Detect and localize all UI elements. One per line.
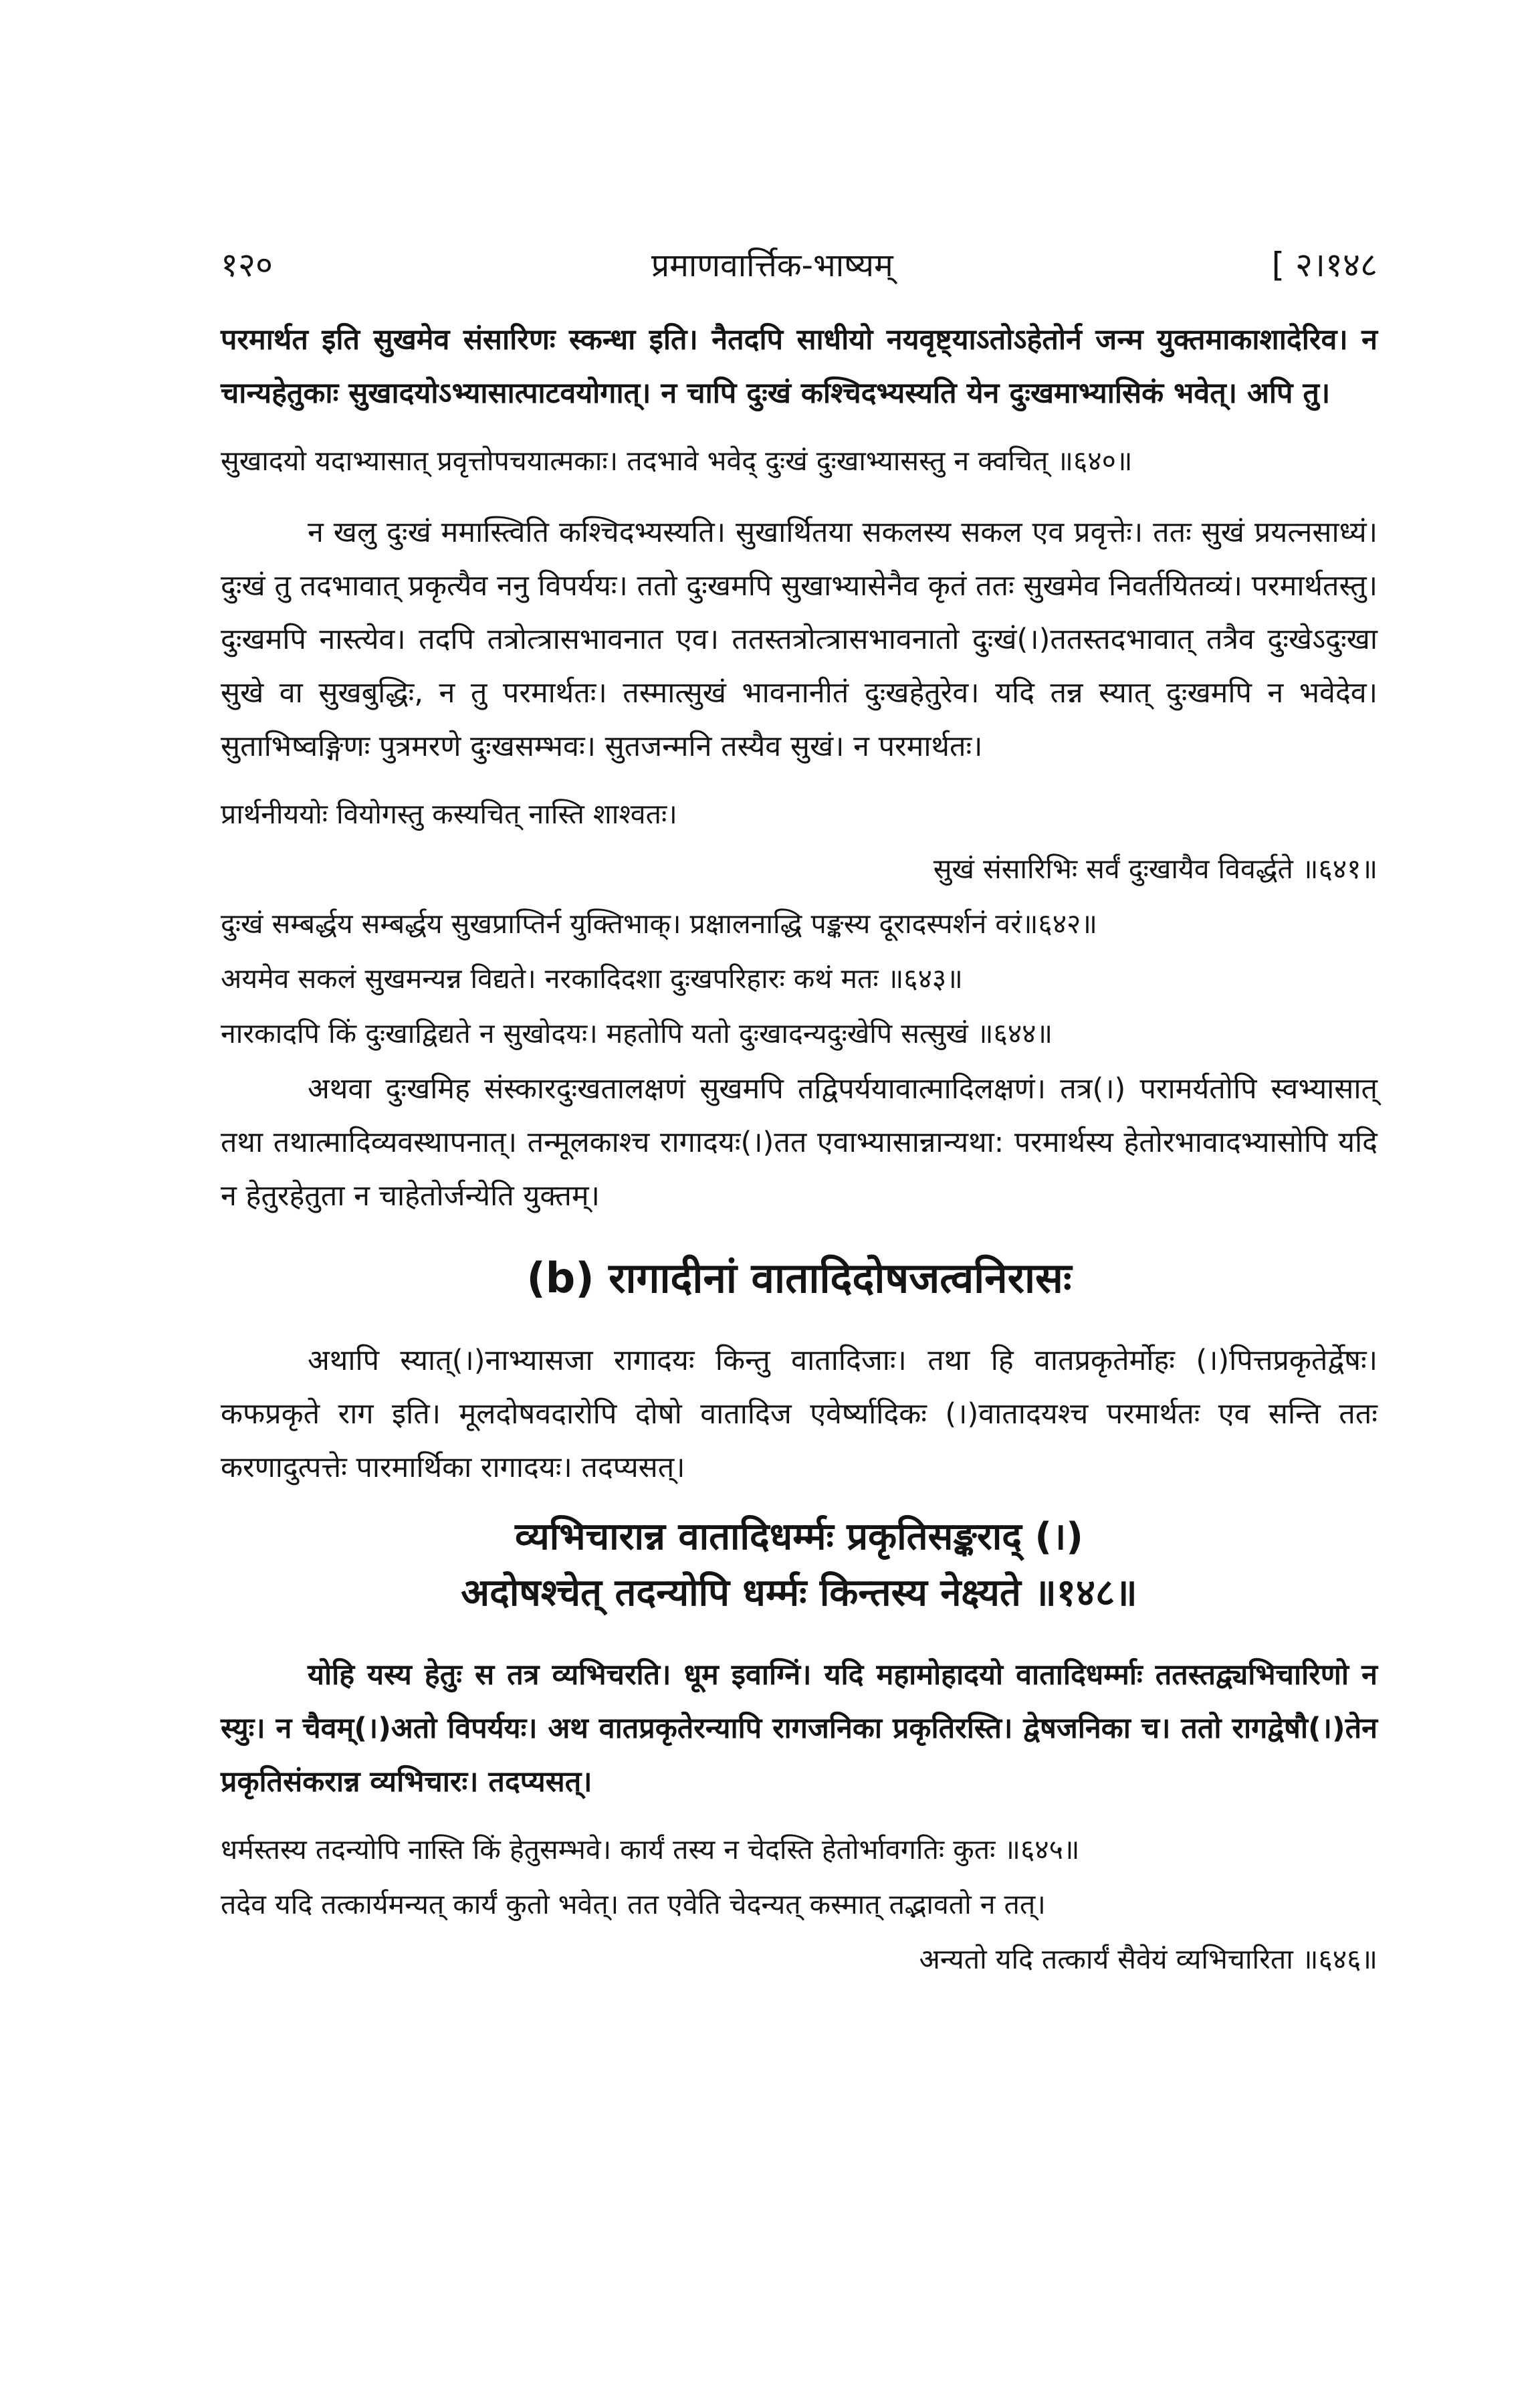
verse-646-line1: तदेव यदि तत्कार्यमन्यत् कार्यं कुतो भवेत्। तत एवेति चेदन्यत् कस्मात् तद्भावतो न तत्।: [221, 1888, 1046, 1920]
paragraph-commentary-644: अथवा दुःखमिह संस्कारदुःखतालक्षणं सुखमपि तद्विपर्ययावात्मादिलक्षणं। तत्र(।) परामर्यतोपि स्वभ्यासात् तथा तथात्मादिव्यवस्थापनात्। तन्मूलकाश्च रागादयः(।)तत एवाभ्यासान्नान्यथा: परमार्थस्य हेतोरभावादभ्यासोपि यदि न हेतुरहेतुता न चाहेतोर्जन्येति युक्तम्।: [221, 1072, 1378, 1213]
paragraph-commentary-148: योहि यस्य हेतुः स तत्र व्यभिचरति। धूम इवाग्निं। यदि महामोहादयो वातादिधर्म्माः ततस्तद्व्यभिचारिणो न स्युः। न चैवम्(।)अतो विपर्ययः। अथ वातप्रकृतेरन्यापि रागजनिका प्रकृतिरस्ति। द्वेषजनिका च। ततो रागद्वेषौ(।)तेन प्रकृतिसंकरान्न व्यभिचारः। तदप्यसत्।: [221, 1658, 1378, 1799]
verse-643: अयमेव सकलं सुखमन्यन्न विद्यते। नरकादिदशा दुःखपरिहारः कथं मतः ॥६४३॥: [221, 963, 963, 995]
paragraph-opening: परमार्थत इति सुखमेव संसारिणः स्कन्धा इति। नैतदपि साधीयो नयवृष्ट्याऽतोऽहेतोर्न जन्म युक्तमाकाशादेरिव। न चान्यहेतुकाः सुखादयोऽभ्यासात्पाटवयोगात्। न चापि दुःखं कश्चिदभ्यस्यति येन दुःखमाभ्यासिकं भवेत्। अपि तु।: [221, 323, 1378, 410]
paragraph-commentary-640: न खलु दुःखं ममास्त्विति कश्चिदभ्यस्यति। सुखार्थितया सकलस्य सकल एव प्रवृत्तेः। ततः सुखं प्रयत्नसाध्यं। दुःखं तु तदभावात् प्रकृत्यैव ननु विपर्ययः। ततो दुःखमपि सुखाभ्यासेनैव कृतं ततः सुखमेव निवर्तयितव्यं। परमार्थतस्तु। दुःखमपि नास्त्येव। तदपि तत्रोत्त्रासभावनात एव। ततस्तत्रोत्त्रासभावनातो दुःखं(।)ततस्तदभावात् तत्रैव दुःखेऽदुःखा सुखे वा सुखबुद्धिः, न तु परमार्थतः। तस्मात्सुखं भावनानीतं दुःखहेतुरेव। यदि तन्न स्यात् दुःखमपि न भवेदेव। सुताभिष्वङ्गिणः पुत्रमरणे दुःखसम्भवः। सुतजन्मनि तस्यैव सुखं। न परमार्थतः।: [221, 516, 1378, 763]
section-reference: [ २।१४८: [1271, 245, 1378, 284]
page-title: प्रमाणवार्त्तिक-भाष्यम्: [651, 247, 893, 284]
verse-644: नारकादपि किं दुःखाद्विद्यते न सुखोदयः। महतोपि यतो दुःखादन्यदुःखेपि सत्सुखं ॥६४४॥: [221, 1017, 1053, 1049]
verse-646-line2: अन्यतो यदि तत्कार्यं सैवेयं व्यभिचारिता ॥६४६॥: [919, 1943, 1378, 1975]
verse-640: सुखादयो यदाभ्यासात् प्रवृत्तोपचयात्मकाः। तदभावे भवेद् दुःखं दुःखाभ्यासस्तु न क्वचित् ॥६४०॥: [221, 445, 1133, 477]
karika-148: [221, 1509, 1378, 1621]
karika-148-line2: अदोषश्चेत् तदन्योपि धर्म्मः किन्तस्य नेक्ष्यते ॥१४८॥: [461, 1571, 1137, 1615]
section-heading: (b) रागादीनां वातादिदोषजत्वनिरासः: [526, 1253, 1072, 1302]
verse-645: धर्मस्तस्य तदन्योपि नास्ति किं हेतुसम्भवे। कार्यं तस्य न चेदस्ति हेतोर्भावगतिः कुतः ॥६४५॥: [221, 1833, 1080, 1866]
karika-148-line1: व्यभिचारान्न वातादिधर्म्मः प्रकृतिसङ्कराद् (।): [515, 1515, 1083, 1559]
verse-641-line2: सुखं संसारिभिः सर्वं दुःखायैव विवर्द्धते ॥६४१॥: [933, 853, 1378, 885]
page-number: १२०: [221, 245, 273, 284]
verse-641-line1: प्रार्थनीययोः वियोगस्तु कस्यचित् नास्ति शाश्वतः।: [221, 798, 677, 830]
verse-642: दुःखं सम्बर्द्धय सम्बर्द्धय सुखप्राप्तिर्न युक्तिभाक्। प्रक्षालनाद्धि पङ्कस्य दूरादस्पर्शनं वरं॥६४२॥: [221, 908, 1097, 940]
running-head: [221, 241, 1378, 286]
paragraph-objection: अथापि स्यात्(।)नाभ्यासजा रागादयः किन्तु वातादिजाः। तथा हि वातप्रकृतेर्मोहः (।)पित्तप्रकृतेर्द्वेषः। कफप्रकृते राग इति। मूलदोषवदारोपि दोषो वातादिज एवेर्ष्यादिकः (।)वातादयश्च परमार्थतः एव सन्ति ततः करणादुत्पत्तेः पारमार्थिका रागादयः। तदप्यसत्।: [221, 1344, 1378, 1484]
